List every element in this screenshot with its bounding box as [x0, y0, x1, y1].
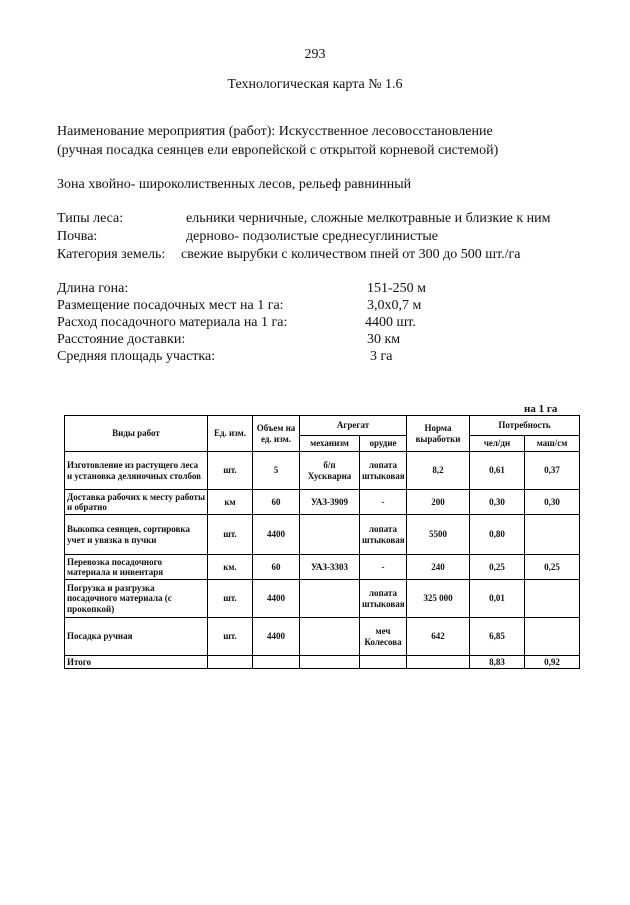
cell-empty	[300, 656, 360, 669]
param-value: 30 км	[367, 332, 401, 347]
header-mechanism: механизм	[300, 436, 360, 452]
header-work-type: Виды работ	[65, 416, 208, 452]
cell-man-days: 0,25	[470, 555, 525, 580]
land-category-label: Категория земель:	[57, 247, 166, 262]
cell-machine-shifts: 0,30	[525, 490, 580, 515]
param-value: 151-250 м	[367, 281, 427, 296]
cell-volume: 4400	[253, 580, 300, 618]
page-number: 293	[304, 47, 326, 62]
land-category-value: свежие вырубки с количеством пней от 300 до 500 шт./га	[181, 247, 521, 262]
table-row	[65, 490, 580, 515]
table-row	[65, 555, 580, 580]
header-volume: Объем на ед. изм.	[253, 416, 300, 452]
cell-man-days: 0,01	[470, 580, 525, 618]
cell-norm: 240	[407, 555, 470, 580]
cell-total-machine-shifts: 0,92	[525, 656, 580, 669]
cell-mechanism	[300, 618, 360, 656]
cell-volume: 4400	[253, 618, 300, 656]
zone-line: Зона хвойно- широколиственных лесов, рельеф равнинный	[57, 177, 412, 192]
param-value: 4400 шт.	[365, 315, 416, 330]
cell-tool: -	[360, 555, 407, 580]
cell-unit: км	[208, 490, 253, 515]
param-label: Расстояние доставки:	[57, 332, 186, 347]
cell-work-name: Посадка ручная	[65, 618, 208, 656]
cell-unit: км.	[208, 555, 253, 580]
cell-volume: 60	[253, 490, 300, 515]
cell-machine-shifts: 0,25	[525, 555, 580, 580]
cell-empty	[253, 656, 300, 669]
cell-unit: шт.	[208, 452, 253, 490]
cell-mechanism: б/п Хускварна	[300, 452, 360, 490]
cell-unit: шт.	[208, 580, 253, 618]
cell-work-name: Изготовление из растущего леса и установка деляночных столбов	[65, 452, 208, 490]
cell-mechanism	[300, 515, 360, 555]
cell-total-man-days: 8,83	[470, 656, 525, 669]
cell-man-days: 0,30	[470, 490, 525, 515]
work-table	[64, 415, 580, 669]
document-title: Технологическая карта № 1.6	[227, 77, 403, 92]
cell-empty	[407, 656, 470, 669]
cell-unit: шт.	[208, 618, 253, 656]
table-row	[65, 580, 580, 618]
cell-work-name: Доставка рабочих к месту работы и обратно	[65, 490, 208, 515]
cell-machine-shifts	[525, 515, 580, 555]
cell-mechanism	[300, 580, 360, 618]
cell-work-name: Перевозка посадочного материала и инвентаря	[65, 555, 208, 580]
cell-unit: шт.	[208, 515, 253, 555]
param-label: Размещение посадочных мест на 1 га:	[57, 298, 284, 313]
cell-man-days: 6,85	[470, 618, 525, 656]
table-row	[65, 618, 580, 656]
table-total-row	[65, 656, 580, 669]
cell-tool: лопата штыковая	[360, 515, 407, 555]
cell-volume: 5	[253, 452, 300, 490]
cell-man-days: 0,80	[470, 515, 525, 555]
cell-empty	[360, 656, 407, 669]
forest-type-label: Типы леса:	[57, 211, 124, 226]
cell-empty	[208, 656, 253, 669]
soil-value: дерново- подзолистые среднесуглинистые	[186, 229, 438, 244]
header-machine-shifts: маш/см	[525, 436, 580, 452]
cell-machine-shifts	[525, 580, 580, 618]
header-need: Потребность	[470, 416, 580, 436]
table-row	[65, 452, 580, 490]
cell-volume: 60	[253, 555, 300, 580]
soil-label: Почва:	[57, 229, 98, 244]
cell-machine-shifts: 0,37	[525, 452, 580, 490]
param-label: Средняя площадь участка:	[57, 349, 216, 364]
cell-machine-shifts	[525, 618, 580, 656]
cell-norm: 325 000	[407, 580, 470, 618]
table-unit-note: на 1 га	[524, 403, 558, 415]
cell-work-name: Погрузка и разгрузка посадочного материала (с прокопкой)	[65, 580, 208, 618]
activity-line-2: (ручная посадка сеянцев ели европейской с открытой корневой системой)	[57, 143, 499, 158]
cell-norm: 642	[407, 618, 470, 656]
cell-tool: меч Колесова	[360, 618, 407, 656]
header-man-days: чел/дн	[470, 436, 525, 452]
forest-type-value: ельники черничные, сложные мелкотравные и близкие к ним	[186, 211, 551, 226]
cell-man-days: 0,61	[470, 452, 525, 490]
cell-volume: 4400	[253, 515, 300, 555]
cell-tool: лопата штыковая	[360, 452, 407, 490]
param-value: 3 га	[370, 349, 393, 364]
cell-norm: 8,2	[407, 452, 470, 490]
cell-mechanism: УАЗ-3909	[300, 490, 360, 515]
header-tool: орудие	[360, 436, 407, 452]
cell-tool: лопата штыковая	[360, 580, 407, 618]
cell-norm: 5500	[407, 515, 470, 555]
cell-tool: -	[360, 490, 407, 515]
cell-work-name: Выкопка сеянцев, сортировка учет и увязка в пучки	[65, 515, 208, 555]
cell-norm: 200	[407, 490, 470, 515]
header-norm: Норма выработки	[407, 416, 470, 452]
cell-mechanism: УАЗ-3303	[300, 555, 360, 580]
cell-total-label: Итого	[65, 656, 208, 669]
header-unit: Ед. изм.	[208, 416, 253, 452]
activity-line-1: Наименование мероприятия (работ): Искусственное лесовосстановление	[57, 124, 493, 139]
param-value: 3,0х0,7 м	[367, 298, 422, 313]
param-label: Расход посадочного материала на 1 га:	[57, 315, 288, 330]
param-label: Длина гона:	[57, 281, 129, 296]
table-row	[65, 515, 580, 555]
header-aggregate: Агрегат	[300, 416, 407, 436]
